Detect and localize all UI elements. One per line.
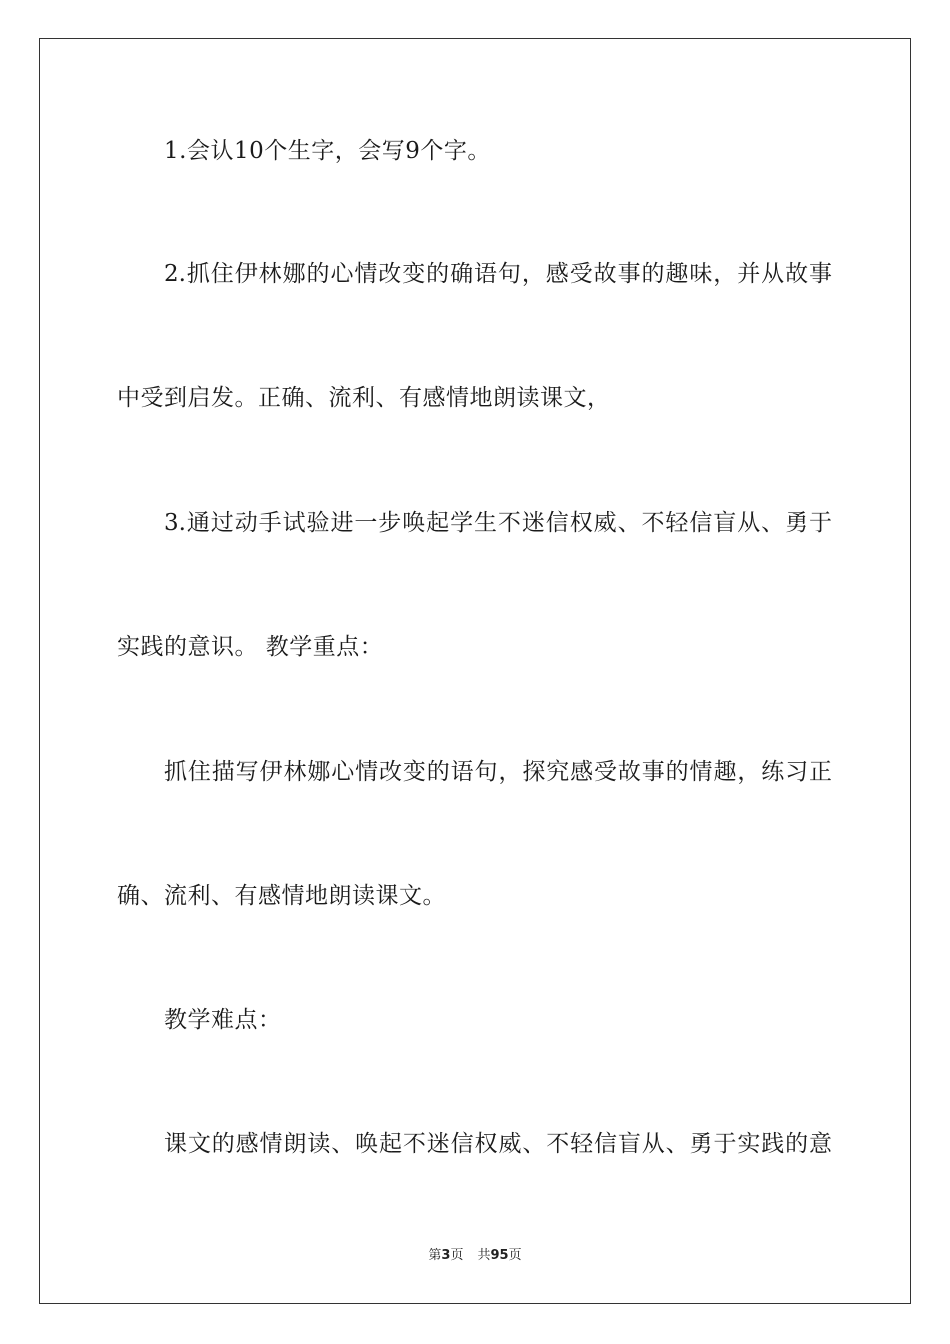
footer-total-prefix: 共 <box>477 1248 491 1263</box>
paragraph-line-7: 确、流利、有感情地朗读课文。 <box>117 883 446 909</box>
paragraph-line-3: 中受到启发。正确、流利、有感情地朗读课文， <box>117 385 611 411</box>
footer-page-suffix: 页 <box>450 1248 464 1263</box>
paragraph-line-6: 抓住描写伊林娜心情改变的语句，探究感受故事的情趣，练习正 <box>164 759 832 785</box>
paragraph-line-2: 2.抓住伊林娜的心情改变的确语句，感受故事的趣味，并从故事 <box>164 261 832 287</box>
page-border <box>39 38 911 1304</box>
paragraph-line-5: 实践的意识。 教学重点： <box>117 634 384 660</box>
section-heading-difficulty: 教学难点： <box>164 1007 282 1033</box>
footer-page-number: 3 <box>441 1248 451 1263</box>
page-footer <box>0 1247 950 1265</box>
footer-total-pages: 95 <box>490 1248 509 1263</box>
footer-total-suffix: 页 <box>508 1248 522 1263</box>
footer-page-prefix: 第 <box>428 1248 442 1263</box>
paragraph-line-4: 3.通过动手试验进一步唤起学生不迷信权威、不轻信盲从、勇于 <box>164 510 832 536</box>
paragraph-line-9: 课文的感情朗读、唤起不迷信权威、不轻信盲从、勇于实践的意 <box>164 1131 832 1157</box>
paragraph-line-1: 1.会认10个生字，会写9个字。 <box>164 138 491 164</box>
